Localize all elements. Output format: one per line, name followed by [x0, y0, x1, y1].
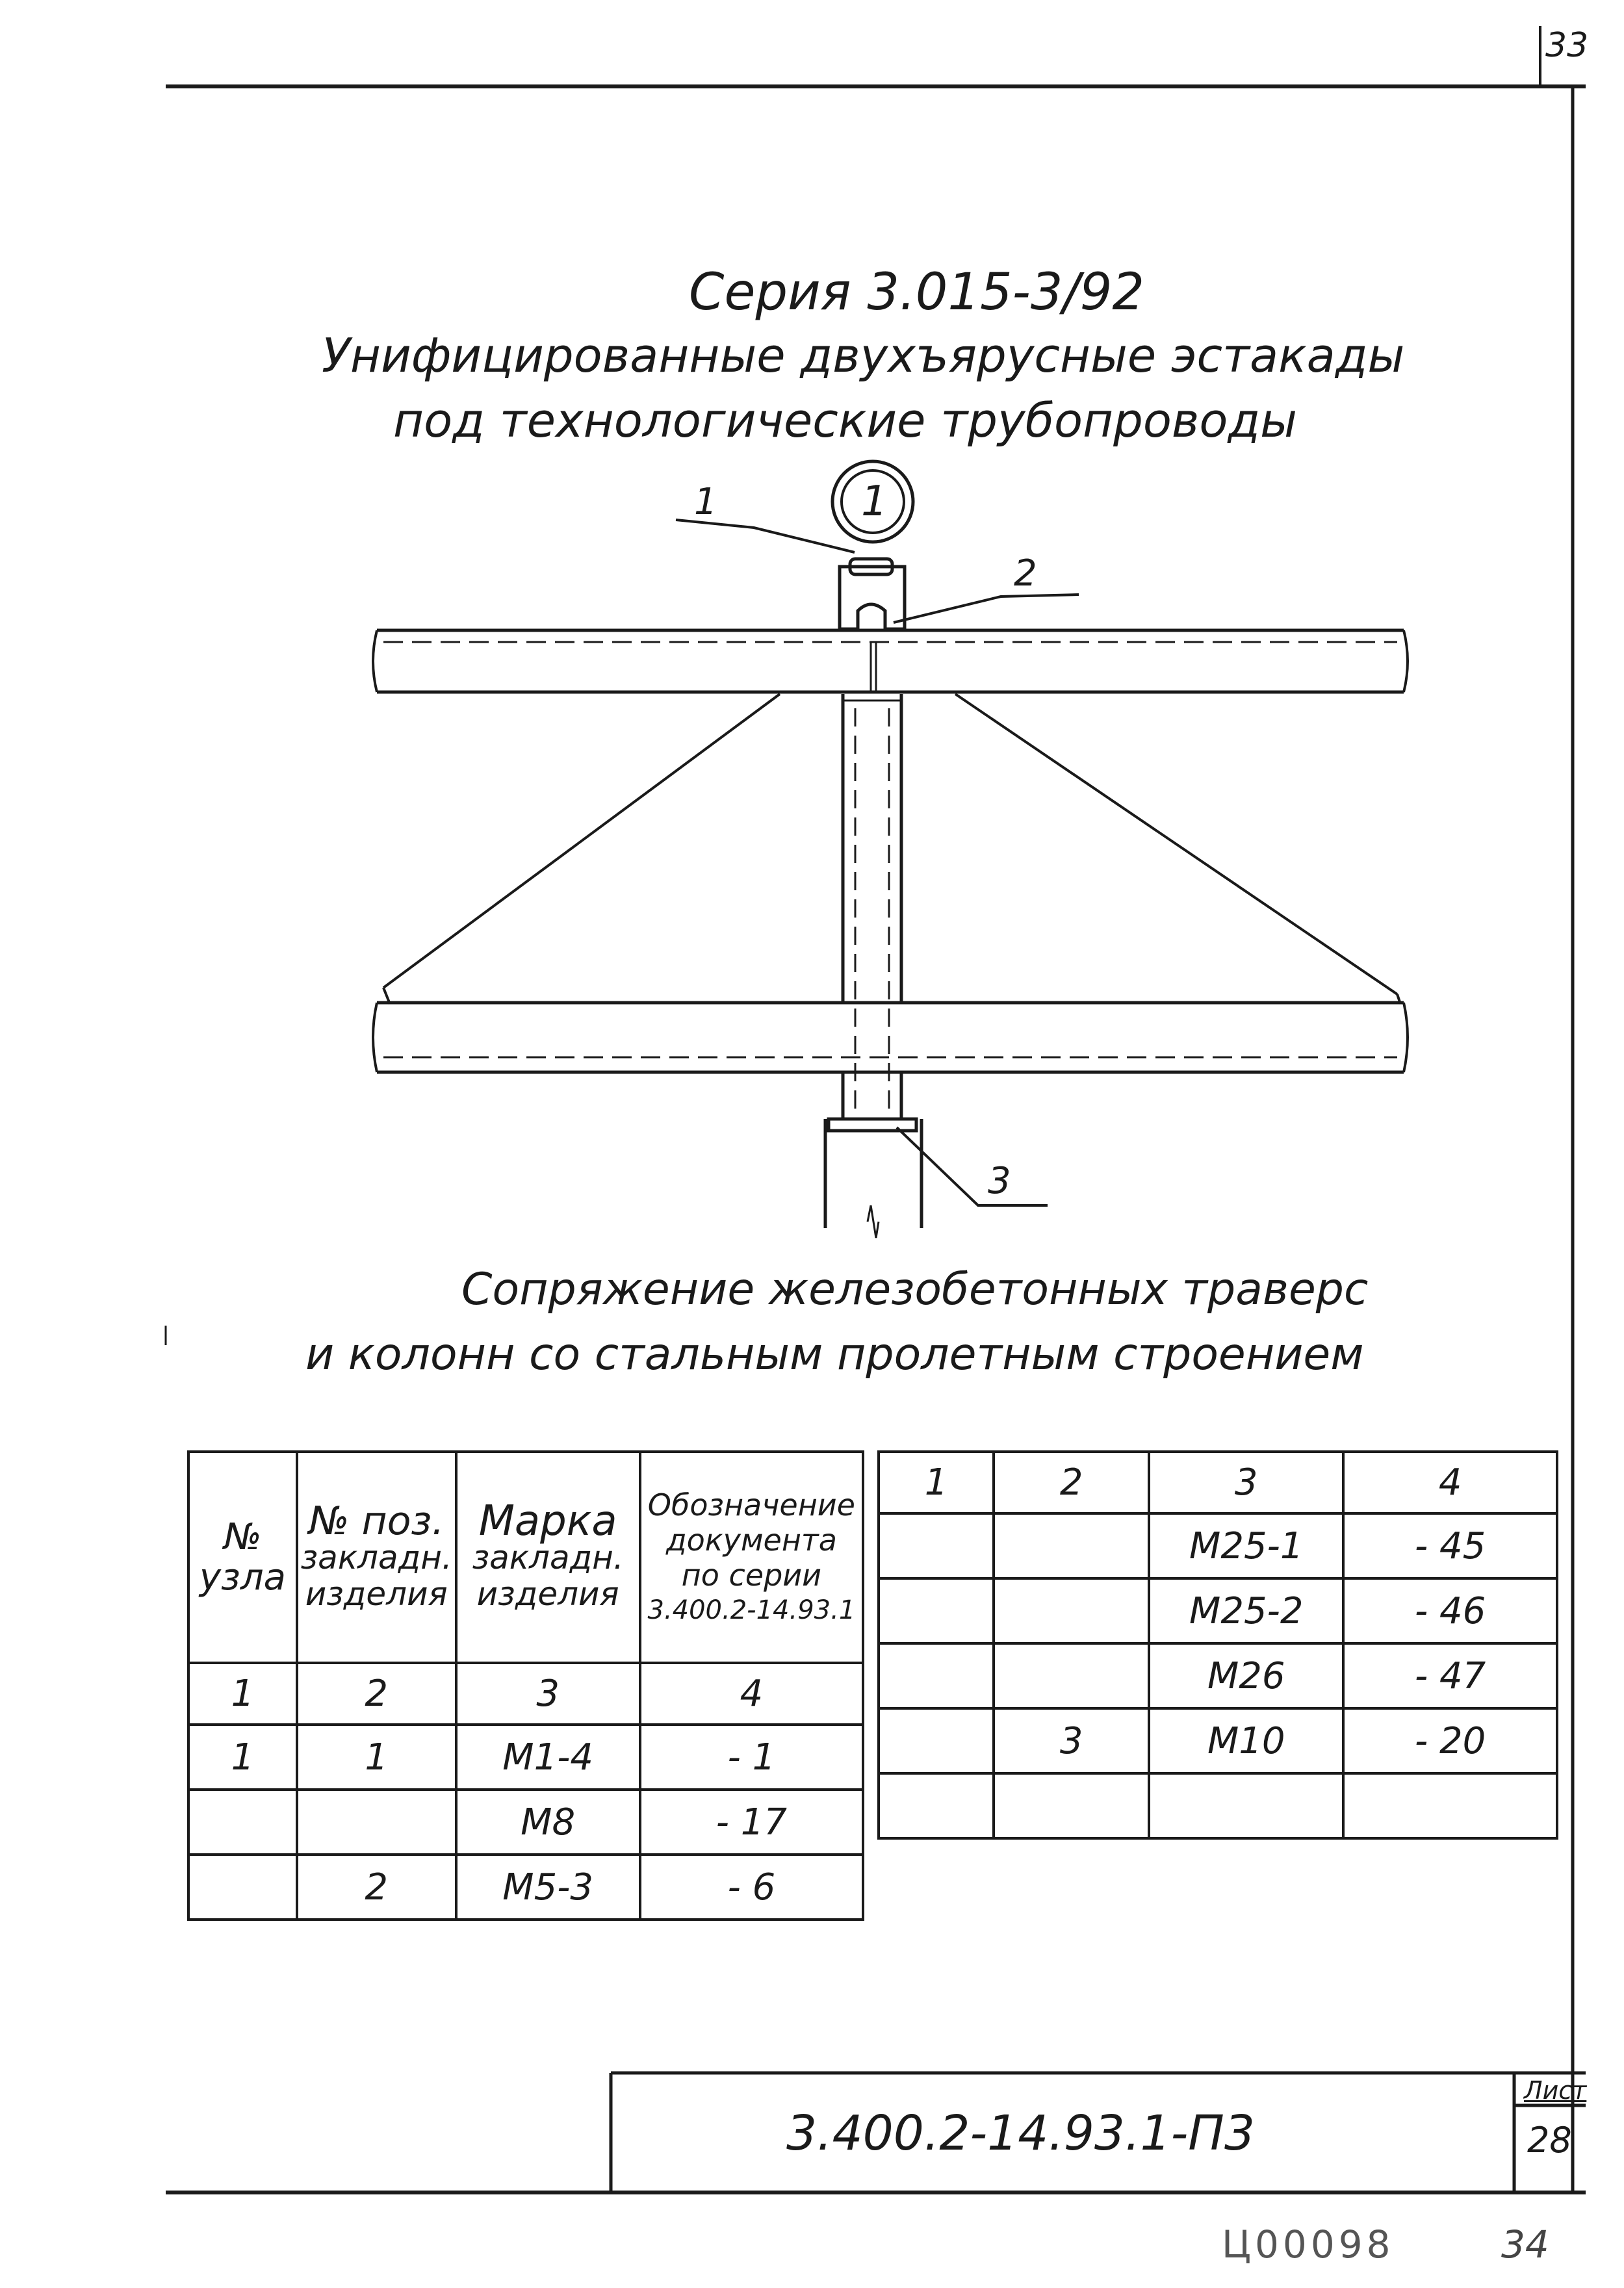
header-node-no: [188, 1452, 297, 1663]
table-cell: M8: [456, 1790, 640, 1855]
table-cell: 2: [297, 1855, 456, 1920]
table-number-row: [188, 1663, 863, 1725]
table-row: [879, 1578, 1557, 1643]
table-row: [879, 1708, 1557, 1773]
table-cell: M26: [1149, 1643, 1343, 1708]
archive-code: Ц00098: [1222, 2222, 1395, 2267]
table-row: [879, 1513, 1557, 1578]
document-designation: 3.400.2-14.93.1-П3: [786, 2105, 1256, 2161]
footer-page-number: 34: [1501, 2222, 1549, 2267]
table-cell: [879, 1708, 994, 1773]
node-marker-label: 1: [861, 478, 888, 526]
table-cell: M5-3: [456, 1855, 640, 1920]
header-line-1: Унифицированные двухъярусные эстакады: [322, 328, 1405, 383]
bracing: [383, 694, 1400, 1004]
table-cell: M10: [1149, 1708, 1343, 1773]
header-line: изделия: [305, 1575, 448, 1613]
table-cell: - 47: [1343, 1643, 1557, 1708]
table-cell: - 6: [640, 1855, 863, 1920]
table-cell: [879, 1773, 994, 1838]
callout-1: 1: [694, 481, 717, 523]
table-cell: [994, 1773, 1149, 1838]
header-line: документа: [665, 1522, 837, 1558]
column-number: 3: [1149, 1452, 1343, 1513]
leader-lines: [676, 520, 1079, 1205]
table-cell: - 17: [640, 1790, 863, 1855]
header-line: 3.400.2-14.93.1: [647, 1595, 856, 1625]
embedded-items-table-left: [187, 1450, 864, 1921]
header-line: узла: [199, 1556, 286, 1599]
header-line: №: [224, 1515, 262, 1558]
header-line: изделия: [476, 1575, 619, 1613]
table-cell: 1: [188, 1725, 297, 1790]
table-number-row: [879, 1452, 1557, 1513]
series-title: Серия 3.015-3/92: [689, 263, 1144, 322]
table-cell: M25-2: [1149, 1578, 1343, 1643]
column-number: 1: [188, 1663, 297, 1725]
table-header-row: [188, 1452, 863, 1663]
column-number: 2: [297, 1663, 456, 1725]
upper-traverse: [373, 630, 1408, 692]
table-row: [188, 1725, 863, 1790]
header-position-no: [297, 1452, 456, 1663]
table-cell: - 20: [1343, 1708, 1557, 1773]
lower-traverse: [373, 1003, 1408, 1072]
embedded-items-table-right: [877, 1450, 1558, 1840]
header-line-2: под технологические трубопроводы: [393, 393, 1297, 448]
caption-line-2: и колонн со стальным пролетным строением: [305, 1329, 1364, 1380]
table-cell: [879, 1578, 994, 1643]
table-row: [879, 1643, 1557, 1708]
header-document: [640, 1452, 863, 1663]
table-cell: [297, 1790, 456, 1855]
table-cell: [994, 1578, 1149, 1643]
table-row: [188, 1790, 863, 1855]
table-cell: - 46: [1343, 1578, 1557, 1643]
column-number: 4: [640, 1663, 863, 1725]
table-row: [879, 1773, 1557, 1838]
header-line: Марка: [478, 1497, 617, 1545]
table-cell: [188, 1855, 297, 1920]
pipe-support-shoe: [840, 559, 905, 629]
table-cell: 1: [297, 1725, 456, 1790]
page-number-top: 33: [1545, 26, 1589, 65]
header-line: закладн.: [472, 1538, 624, 1576]
table-cell: [994, 1643, 1149, 1708]
table-cell: [188, 1790, 297, 1855]
table-cell: M25-1: [1149, 1513, 1343, 1578]
column-number: 3: [456, 1663, 640, 1725]
table-cell: - 45: [1343, 1513, 1557, 1578]
column-number: 2: [994, 1452, 1149, 1513]
column: [843, 642, 901, 1118]
column-number: 1: [879, 1452, 994, 1513]
caption-line-1: Сопряжение железобетонных траверс: [461, 1264, 1369, 1315]
callout-2: 2: [1014, 552, 1037, 595]
table-cell: 3: [994, 1708, 1149, 1773]
table-cell: [879, 1513, 994, 1578]
sheet-number: 28: [1527, 2120, 1572, 2161]
header-line: Обозначение: [647, 1487, 855, 1523]
table-cell: M1-4: [456, 1725, 640, 1790]
header-line: закладн.: [300, 1538, 452, 1576]
header-line: № поз.: [309, 1498, 445, 1544]
header-line: по серии: [681, 1557, 822, 1593]
table-row: [188, 1855, 863, 1920]
column-number: 4: [1343, 1452, 1557, 1513]
callout-3: 3: [988, 1160, 1011, 1202]
header-item-mark: [456, 1452, 640, 1663]
table-cell: [1149, 1773, 1343, 1838]
table-cell: [879, 1643, 994, 1708]
table-cell: - 1: [640, 1725, 863, 1790]
table-cell: [994, 1513, 1149, 1578]
sheet-label: Лист: [1524, 2076, 1587, 2105]
table-cell: [1343, 1773, 1557, 1838]
